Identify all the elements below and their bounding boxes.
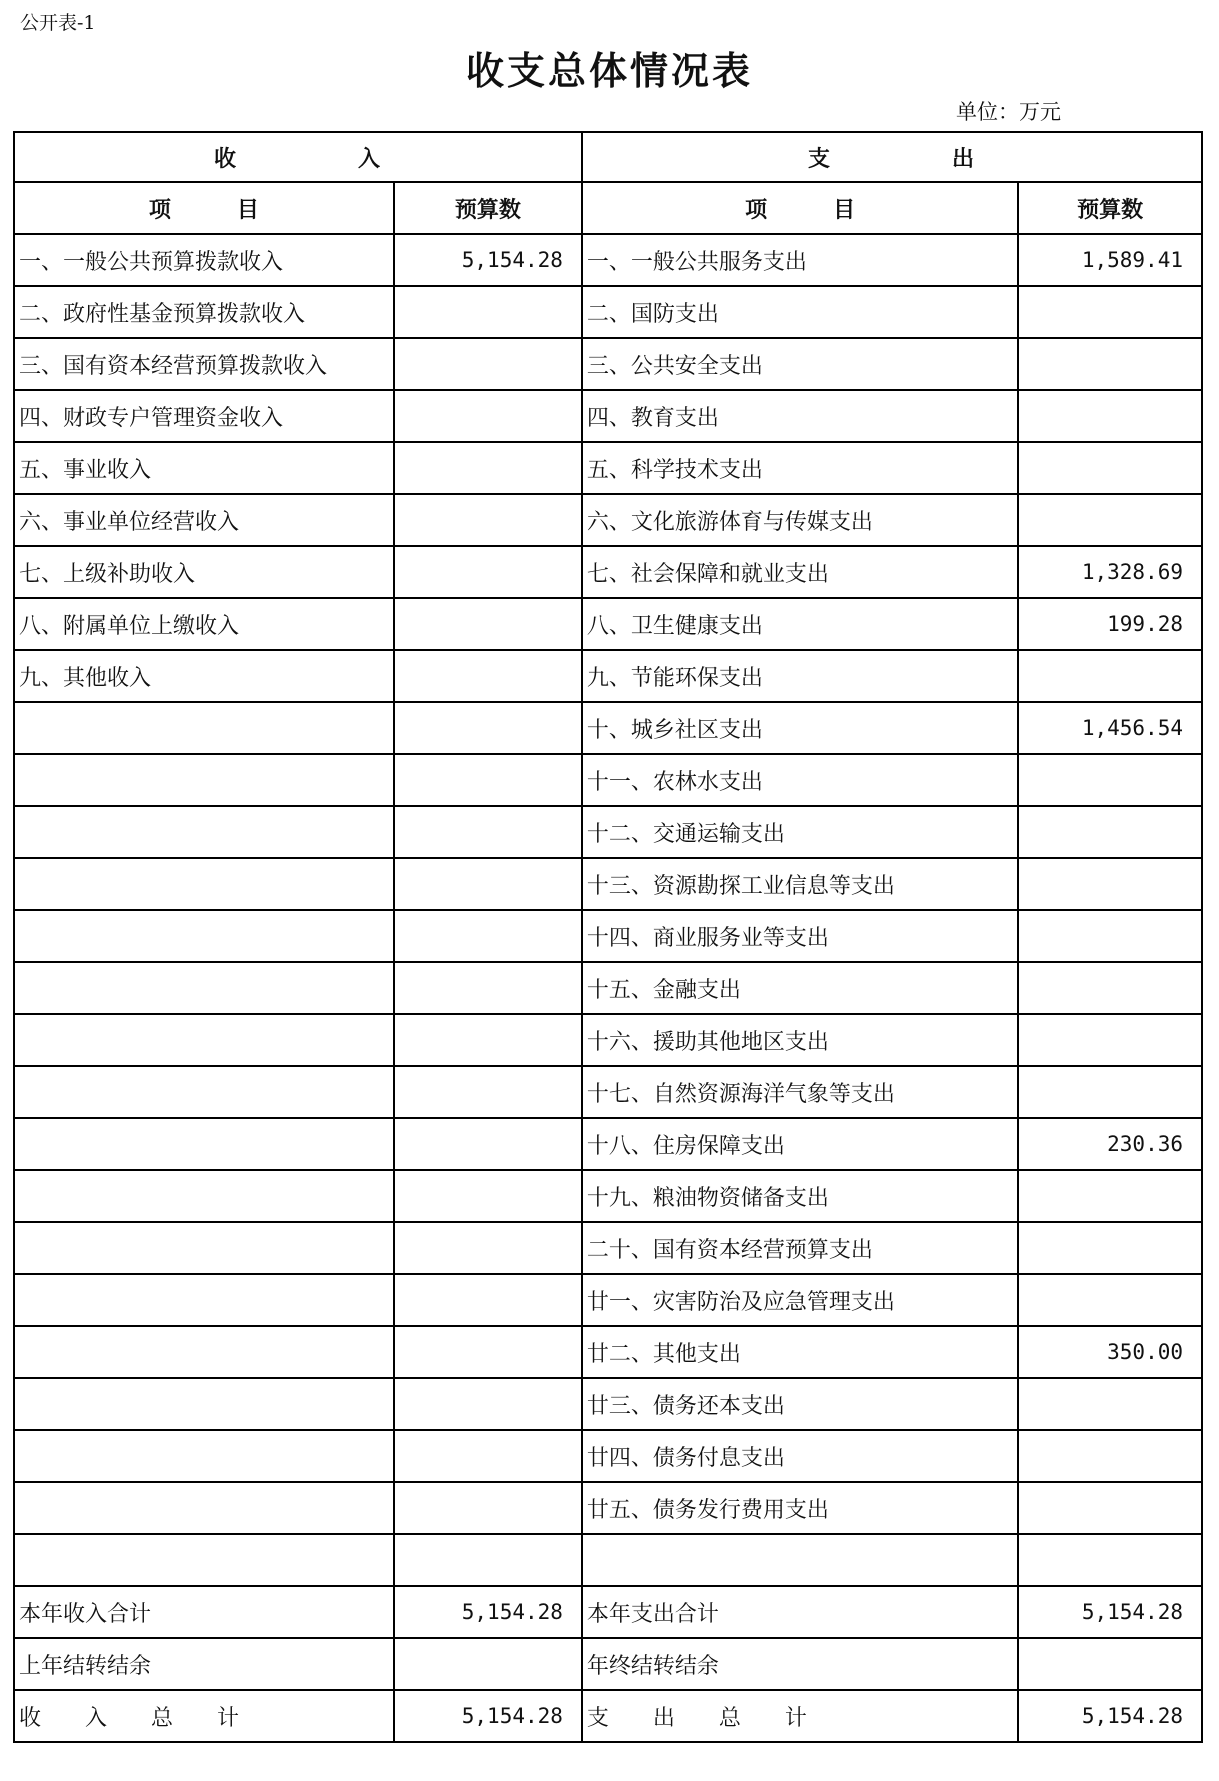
- table-row: [14, 962, 1202, 1014]
- expense-amount-cell: [1018, 1430, 1202, 1482]
- table-body: [14, 234, 1202, 1742]
- expense-amount-cell: 230.36: [1018, 1118, 1202, 1170]
- expense-amount-cell: [1018, 754, 1202, 806]
- expense-amount-cell: [1018, 442, 1202, 494]
- income-item-cell: [14, 754, 394, 806]
- table-row: [14, 702, 1202, 754]
- expense-amount-cell: [1018, 962, 1202, 1014]
- income-item-header: 项 目: [14, 182, 394, 234]
- expense-item-cell: 廿三、债务还本支出: [582, 1378, 1018, 1430]
- expense-item-cell: 廿一、灾害防治及应急管理支出: [582, 1274, 1018, 1326]
- expense-amount-cell: [1018, 1066, 1202, 1118]
- expense-amount-cell: 1,328.69: [1018, 546, 1202, 598]
- expense-item-cell: 四、教育支出: [582, 390, 1018, 442]
- table-row: [14, 1586, 1202, 1638]
- income-item-cell: [14, 1222, 394, 1274]
- table-row: [14, 598, 1202, 650]
- expense-amount-cell: [1018, 806, 1202, 858]
- income-amount-cell: [394, 806, 582, 858]
- expense-amount-cell: 1,589.41: [1018, 234, 1202, 286]
- income-amount-cell: [394, 1222, 582, 1274]
- expense-item-cell: 十八、住房保障支出: [582, 1118, 1018, 1170]
- expense-item-cell: 十七、自然资源海洋气象等支出: [582, 1066, 1018, 1118]
- page-title: 收支总体情况表: [465, 48, 753, 93]
- expense-item-cell: 八、卫生健康支出: [582, 598, 1018, 650]
- table-row: [14, 1222, 1202, 1274]
- expense-amount-cell: 5,154.28: [1018, 1586, 1202, 1638]
- income-amount-cell: [394, 1378, 582, 1430]
- expense-amount-cell: [1018, 286, 1202, 338]
- expense-amount-cell: 199.28: [1018, 598, 1202, 650]
- expense-item-cell: 年终结转结余: [582, 1638, 1018, 1690]
- expense-amount-cell: [1018, 1378, 1202, 1430]
- table-row: [14, 1066, 1202, 1118]
- income-item-cell: 本年收入合计: [14, 1586, 394, 1638]
- expense-amount-cell: [1018, 1170, 1202, 1222]
- table-row: [14, 1534, 1202, 1586]
- form-id: 公开表-1: [20, 12, 96, 34]
- table-row: [14, 546, 1202, 598]
- expense-item-cell: [582, 1534, 1018, 1586]
- table-row: [14, 390, 1202, 442]
- table-row: [14, 286, 1202, 338]
- income-item-cell: [14, 1274, 394, 1326]
- table-row: [14, 1430, 1202, 1482]
- income-amount-cell: [394, 286, 582, 338]
- table-row: [14, 754, 1202, 806]
- expense-item-cell: 二、国防支出: [582, 286, 1018, 338]
- income-amount-cell: [394, 494, 582, 546]
- income-item-cell: [14, 910, 394, 962]
- table-row: [14, 1326, 1202, 1378]
- expense-amount-cell: 350.00: [1018, 1326, 1202, 1378]
- expense-item-cell: 廿五、债务发行费用支出: [582, 1482, 1018, 1534]
- income-item-cell: 五、事业收入: [14, 442, 394, 494]
- expense-budget-header: 预算数: [1018, 182, 1202, 234]
- expense-amount-cell: [1018, 390, 1202, 442]
- income-amount-cell: [394, 1638, 582, 1690]
- expense-amount-cell: [1018, 650, 1202, 702]
- table-row: [14, 1690, 1202, 1742]
- income-item-cell: 上年结转结余: [14, 1638, 394, 1690]
- expense-amount-cell: [1018, 910, 1202, 962]
- table-row: [14, 442, 1202, 494]
- expense-item-cell: 十六、援助其他地区支出: [582, 1014, 1018, 1066]
- expense-amount-cell: [1018, 1014, 1202, 1066]
- budget-table: [13, 131, 1203, 1743]
- income-amount-cell: [394, 1066, 582, 1118]
- table-row: [14, 1638, 1202, 1690]
- expense-item-cell: 二十、国有资本经营预算支出: [582, 1222, 1018, 1274]
- income-item-cell: [14, 1170, 394, 1222]
- income-item-cell: [14, 1118, 394, 1170]
- income-amount-cell: [394, 1170, 582, 1222]
- income-amount-cell: [394, 442, 582, 494]
- income-item-cell: [14, 1534, 394, 1586]
- expense-item-cell: 廿四、债务付息支出: [582, 1430, 1018, 1482]
- expense-item-cell: 六、文化旅游体育与传媒支出: [582, 494, 1018, 546]
- expense-amount-cell: 1,456.54: [1018, 702, 1202, 754]
- expense-item-cell: 本年支出合计: [582, 1586, 1018, 1638]
- unit-label: 单位：万元: [956, 100, 1061, 124]
- expense-amount-cell: [1018, 1274, 1202, 1326]
- expense-item-cell: 十、城乡社区支出: [582, 702, 1018, 754]
- table-row: [14, 338, 1202, 390]
- income-item-cell: [14, 1430, 394, 1482]
- income-item-cell: 收 入 总 计: [14, 1690, 394, 1742]
- table-row: [14, 1482, 1202, 1534]
- expense-amount-cell: [1018, 1482, 1202, 1534]
- table-row: [14, 1118, 1202, 1170]
- expense-item-cell: 支 出 总 计: [582, 1690, 1018, 1742]
- income-item-cell: 七、上级补助收入: [14, 546, 394, 598]
- income-amount-cell: [394, 702, 582, 754]
- table-row: [14, 234, 1202, 286]
- expense-item-cell: 五、科学技术支出: [582, 442, 1018, 494]
- expense-amount-cell: 5,154.28: [1018, 1690, 1202, 1742]
- table-row: [14, 858, 1202, 910]
- income-item-cell: 一、一般公共预算拨款收入: [14, 234, 394, 286]
- table-row: [14, 910, 1202, 962]
- income-item-cell: 三、国有资本经营预算拨款收入: [14, 338, 394, 390]
- income-amount-cell: [394, 1534, 582, 1586]
- income-amount-cell: [394, 650, 582, 702]
- table-row: [14, 1274, 1202, 1326]
- income-item-cell: [14, 1482, 394, 1534]
- income-amount-cell: [394, 1482, 582, 1534]
- expense-item-cell: 九、节能环保支出: [582, 650, 1018, 702]
- income-amount-cell: 5,154.28: [394, 234, 582, 286]
- income-amount-cell: [394, 1118, 582, 1170]
- table-row: [14, 1014, 1202, 1066]
- expense-section-header: 支 出: [582, 132, 1202, 182]
- expense-item-cell: 十五、金融支出: [582, 962, 1018, 1014]
- income-item-cell: [14, 858, 394, 910]
- table-row: [14, 650, 1202, 702]
- expense-amount-cell: [1018, 1222, 1202, 1274]
- income-amount-cell: [394, 1274, 582, 1326]
- income-item-cell: [14, 1326, 394, 1378]
- income-amount-cell: [394, 962, 582, 1014]
- income-amount-cell: [394, 910, 582, 962]
- expense-item-cell: 十九、粮油物资储备支出: [582, 1170, 1018, 1222]
- income-amount-cell: [394, 390, 582, 442]
- table-row: [14, 494, 1202, 546]
- income-item-cell: 二、政府性基金预算拨款收入: [14, 286, 394, 338]
- table-row: [14, 1378, 1202, 1430]
- expense-item-cell: 十三、资源勘探工业信息等支出: [582, 858, 1018, 910]
- income-amount-cell: [394, 1014, 582, 1066]
- expense-amount-cell: [1018, 858, 1202, 910]
- expense-item-cell: 廿二、其他支出: [582, 1326, 1018, 1378]
- expense-item-cell: 三、公共安全支出: [582, 338, 1018, 390]
- income-item-cell: [14, 1014, 394, 1066]
- expense-amount-cell: [1018, 1534, 1202, 1586]
- expense-item-cell: 十四、商业服务业等支出: [582, 910, 1018, 962]
- income-amount-cell: [394, 546, 582, 598]
- table-row: [14, 806, 1202, 858]
- header-row-sections: [14, 132, 1202, 182]
- expense-item-cell: 一、一般公共服务支出: [582, 234, 1018, 286]
- expense-item-cell: 十一、农林水支出: [582, 754, 1018, 806]
- income-item-cell: [14, 806, 394, 858]
- income-item-cell: 六、事业单位经营收入: [14, 494, 394, 546]
- income-item-cell: [14, 1066, 394, 1118]
- income-item-cell: 九、其他收入: [14, 650, 394, 702]
- expense-amount-cell: [1018, 1638, 1202, 1690]
- income-amount-cell: [394, 338, 582, 390]
- income-amount-cell: [394, 1430, 582, 1482]
- income-item-cell: [14, 702, 394, 754]
- income-amount-cell: [394, 858, 582, 910]
- income-item-cell: [14, 1378, 394, 1430]
- income-amount-cell: [394, 598, 582, 650]
- expense-item-cell: 七、社会保障和就业支出: [582, 546, 1018, 598]
- income-budget-header: 预算数: [394, 182, 582, 234]
- table-row: [14, 1170, 1202, 1222]
- income-item-cell: 八、附属单位上缴收入: [14, 598, 394, 650]
- expense-amount-cell: [1018, 494, 1202, 546]
- expense-amount-cell: [1018, 338, 1202, 390]
- income-amount-cell: 5,154.28: [394, 1586, 582, 1638]
- income-amount-cell: [394, 1326, 582, 1378]
- header-row-columns: [14, 182, 1202, 234]
- income-item-cell: 四、财政专户管理资金收入: [14, 390, 394, 442]
- income-item-cell: [14, 962, 394, 1014]
- income-amount-cell: [394, 754, 582, 806]
- expense-item-cell: 十二、交通运输支出: [582, 806, 1018, 858]
- income-section-header: 收 入: [14, 132, 582, 182]
- expense-item-header: 项 目: [582, 182, 1018, 234]
- income-amount-cell: 5,154.28: [394, 1690, 582, 1742]
